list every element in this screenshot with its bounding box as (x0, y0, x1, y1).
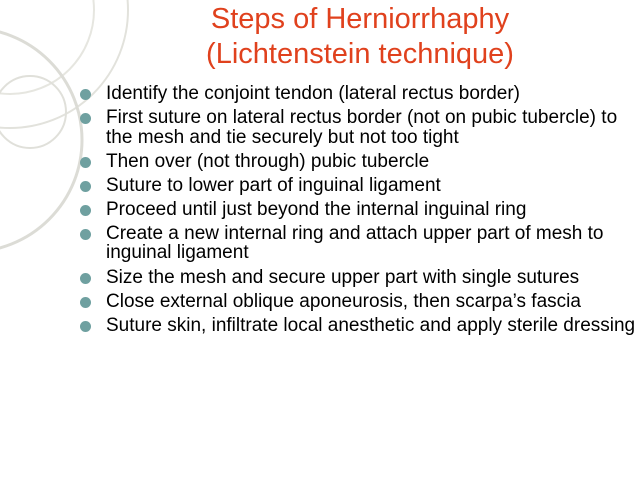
bullet-item (80, 84, 638, 104)
bullet-text: First suture on lateral rectus border (not on pubic tubercle) to the mesh and tie securely but not too tight (106, 107, 618, 148)
bullet-item (80, 176, 638, 196)
bullet-text: Then over (not through) pubic tubercle (106, 150, 430, 172)
bullet-icon (80, 205, 91, 216)
bullet-icon (80, 113, 91, 124)
bullet-text: Suture skin, infiltrate local anesthetic and apply sterile dressing (106, 314, 636, 336)
slide-title-line-1: Steps of Herniorrhaphy (210, 3, 510, 35)
bullet-icon (80, 89, 91, 100)
bullet-item (80, 316, 638, 336)
slide-title-line-2: (Lichtenstein technique) (206, 38, 514, 70)
bullet-icon (80, 157, 91, 168)
bullet-item (80, 292, 638, 312)
bullet-icon (80, 297, 91, 308)
bullet-item (80, 108, 638, 147)
slide-title (120, 2, 600, 72)
bullet-icon (80, 273, 91, 284)
bullet-item (80, 268, 638, 288)
bullet-item (80, 152, 638, 172)
bullet-text: Size the mesh and secure upper part with single sutures (106, 266, 580, 288)
bullet-text: Suture to lower part of inguinal ligament (106, 174, 441, 196)
bullet-text: Create a new internal ring and attach upper part of mesh to inguinal ligament (106, 222, 604, 264)
bullet-text: Proceed until just beyond the internal inguinal ring (106, 198, 527, 220)
bullet-icon (80, 229, 91, 240)
bullet-list (80, 84, 638, 340)
bullet-text: Close external oblique aponeurosis, then scarpa’s fascia (106, 290, 581, 312)
bullet-icon (80, 181, 91, 192)
bullet-item (80, 200, 638, 220)
bullet-icon (80, 321, 91, 332)
bullet-item (80, 224, 638, 263)
bullet-text: Identify the conjoint tendon (lateral rectus border) (106, 83, 521, 104)
